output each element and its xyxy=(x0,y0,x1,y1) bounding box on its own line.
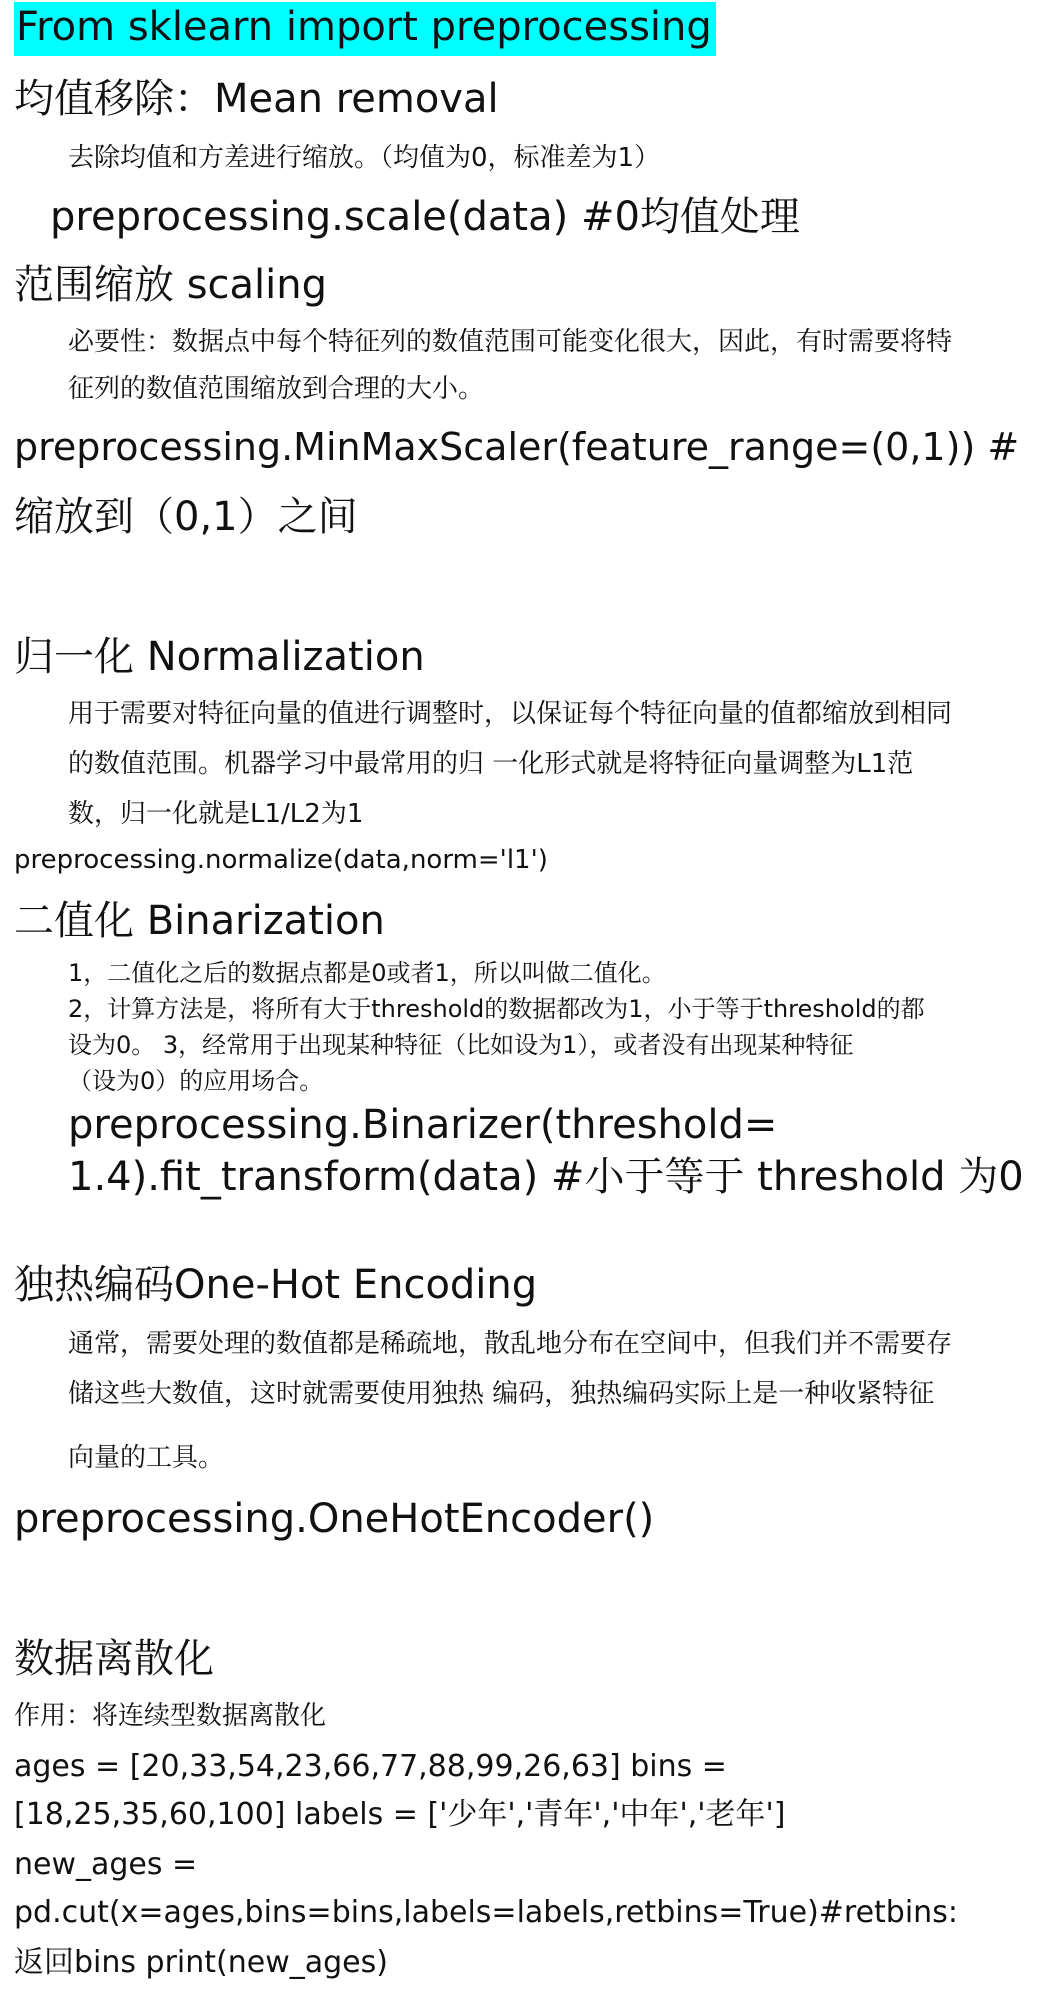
discretization-code-line-3: new_ages = xyxy=(14,1847,198,1882)
binarization-code-line-1: preprocessing.Binarizer(threshold= xyxy=(68,1102,778,1148)
scaling-code-line-1: preprocessing.MinMaxScaler(feature_range=(0,1)) # xyxy=(14,425,1020,469)
one-hot-description-line-3: 向量的工具。 xyxy=(68,1443,225,1473)
normalization-heading: 归一化 Normalization xyxy=(14,634,425,680)
scaling-description-line-1: 必要性：数据点中每个特征列的数值范围可能变化很大，因此，有时需要将特 xyxy=(68,327,953,357)
normalization-code: preprocessing.normalize(data,norm='l1') xyxy=(14,845,548,875)
discretization-code-line-5: 返回bins print(new_ages) xyxy=(14,1945,388,1980)
one-hot-description-line-1: 通常，需要处理的数值都是稀疏地，散乱地分布在空间中，但我们并不需要存 xyxy=(68,1329,953,1359)
normalization-description-line-2: 的数值范围。机器学习中最常用的归 一化形式就是将特征向量调整为L1范 xyxy=(68,749,914,779)
one-hot-description-line-2: 储这些大数值，这时就需要使用独热 编码，独热编码实际上是一种收紧特征 xyxy=(68,1379,935,1409)
binarization-description-line-2: 2，计算方法是，将所有大于threshold的数据都改为1，小于等于threshold的都 xyxy=(68,995,925,1023)
binarization-heading: 二值化 Binarization xyxy=(14,898,385,944)
scaling-description-line-2: 征列的数值范围缩放到合理的大小。 xyxy=(68,374,485,404)
discretization-description: 作用：将连续型数据离散化 xyxy=(14,1701,327,1731)
discretization-code-line-2: [18,25,35,60,100] labels = ['少年','青年','中年','老年'] xyxy=(14,1797,786,1832)
mean-removal-description: 去除均值和方差进行缩放。（均值为0，标准差为1） xyxy=(68,143,661,173)
one-hot-heading: 独热编码One-Hot Encoding xyxy=(14,1262,538,1308)
discretization-heading: 数据离散化 xyxy=(14,1636,214,1682)
mean-removal-heading: 均值移除：Mean removal xyxy=(14,76,499,122)
binarization-description-line-3: 设为0。 3，经常用于出现某种特征（比如设为1），或者没有出现某种特征 xyxy=(68,1031,854,1059)
normalization-description-line-1: 用于需要对特征向量的值进行调整时，以保证每个特征向量的值都缩放到相同 xyxy=(68,699,953,729)
one-hot-code: preprocessing.OneHotEncoder() xyxy=(14,1496,655,1542)
binarization-description-line-4: （设为0）的应用场合。 xyxy=(68,1067,324,1095)
normalization-description-line-3: 数，归一化就是L1/L2为1 xyxy=(68,799,364,829)
binarization-code-line-2: 1.4).fit_transform(data) #小于等于 threshold 为0 xyxy=(68,1154,1024,1200)
document-title: From sklearn import preprocessing xyxy=(14,2,716,56)
discretization-code-line-4: pd.cut(x=ages,bins=bins,labels=labels,retbins=True)#retbins: xyxy=(14,1895,958,1930)
binarization-description-line-1: 1，二值化之后的数据点都是0或者1，所以叫做二值化。 xyxy=(68,959,666,987)
scaling-heading: 范围缩放 scaling xyxy=(14,262,328,308)
scaling-code-line-2: 缩放到（0,1）之间 xyxy=(14,494,358,540)
mean-removal-code: preprocessing.scale(data) #0均值处理 xyxy=(50,194,800,240)
discretization-code-line-1: ages = [20,33,54,23,66,77,88,99,26,63] bins = xyxy=(14,1749,727,1784)
